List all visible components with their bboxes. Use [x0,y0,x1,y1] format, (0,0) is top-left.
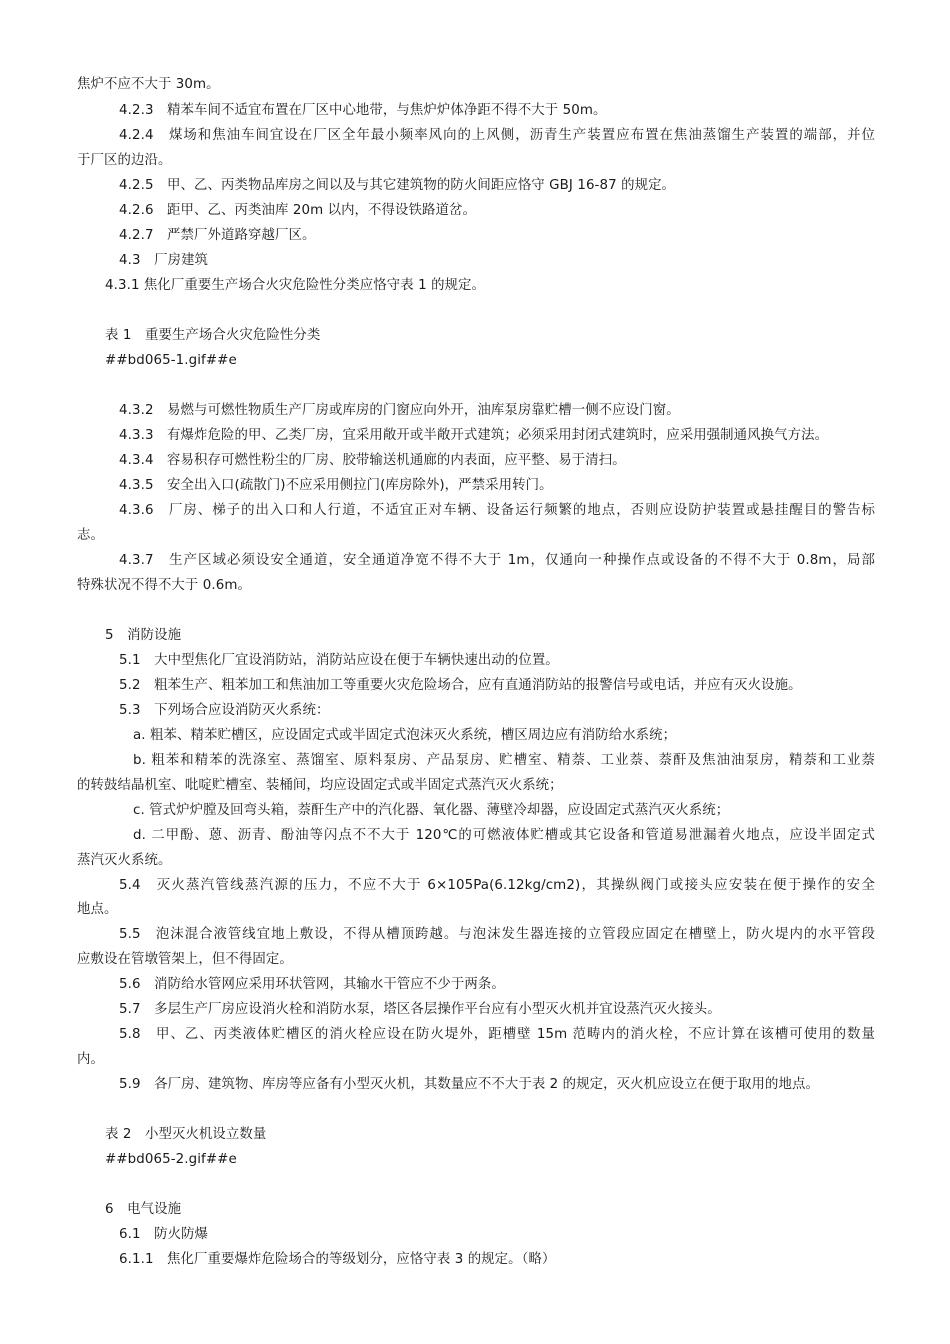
list-item: d. 二甲酚、蒽、沥青、酚油等闪点不不大于 120℃的可燃液体贮槽或其它设备和管道易泄漏着火地点，应设半固定式 [133,828,875,843]
text-line: 4.2.3 精苯车间不适宜布置在厂区中心地带，与焦炉炉体净距不得不大于 50m。 [119,103,607,118]
list-item: a. 粗苯、精苯贮槽区，应设固定式或半固定式泡沫灭火系统，槽区周边应有消防给水系统； [133,728,677,743]
text-line: 5.7 多层生产厂房应设消火栓和消防水泵，塔区各层操作平台应有小型灭火机并宜设蒸汽灭火接头。 [119,1002,721,1017]
text-line: 6.1.1 焦化厂重要爆炸危险场合的等级划分，应恪守表 3 的规定。（略） [119,1252,556,1267]
text-line: 4.2.6 距甲、乙、丙类油库 20m 以内，不得设铁路道岔。 [119,203,476,218]
text-line: 5.6 消防给水管网应采用环状管网，其输水干管应不少于两条。 [119,977,505,992]
text-line: 4.2.7 严禁厂外道路穿越厂区。 [119,228,316,243]
list-item: c. 管式炉炉膛及回弯头箱，萘酐生产中的汽化器、氧化器、薄壁冷却器，应设固定式蒸汽灭火系统； [133,803,730,818]
text-line: 4.3.7 生产区域必须设安全通道，安全通道净宽不得不大于 1m，仅通向一种操作点或设备的不得不大于 0.8m，局部 [119,553,875,568]
text-line: 4.3.3 有爆炸危险的甲、乙类厂房，宜采用敞开或半敞开式建筑；必须采用封闭式建筑时，应采用强制通风换气方法。 [119,428,829,443]
text-line: 应敷设在管墩管架上，但不得固定。 [77,952,293,967]
text-line: 地点。 [77,902,118,917]
text-line: 志。 [77,528,104,543]
text-line: 5.3 下列场合应设消防灭火系统： [119,703,330,718]
text-line: 5.2 粗苯生产、粗苯加工和焦油加工等重要火灾危险场合，应有直通消防站的报警信号或电话，并应有灭火设施。 [119,678,802,693]
text-line: 4.2.5 甲、乙、丙类物品库房之间以及与其它建筑物的防火间距应恪守 GBJ 16-87 的规定。 [119,178,676,193]
text-line: 4.2.4 煤场和焦油车间宜设在厂区全年最小频率风向的上风侧，沥青生产装置应布置在焦油蒸馏生产装置的端部，并位 [119,128,875,143]
text-line: 4.3.4 容易积存可燃性粉尘的厂房、胶带输送机通廊的内表面，应平整、易于清扫。 [119,453,626,468]
text-line: 焦炉不应不大于 30m。 [77,77,220,92]
text-line: 5.1 大中型焦化厂宜设消防站，消防站应设在便于车辆快速出动的位置。 [119,653,559,668]
text-line: 于厂区的边沿。 [77,153,172,168]
section-heading: 6.1 防火防爆 [119,1227,209,1242]
text-line: 4.3.1 焦化厂重要生产场合火灾危险性分类应恪守表 1 的规定。 [105,278,486,293]
text-line: 5.5 泡沫混合液管线宜地上敷设，不得从槽顶跨越。与泡沫发生器连接的立管段应固定在槽壁上，防火堤内的水平管段 [119,927,875,942]
section-heading: 5 消防设施 [105,628,182,643]
image-placeholder: ##bd065-2.gif##e [105,1152,237,1167]
table-caption: 表 2 小型灭火机设立数量 [105,1127,267,1142]
text-line: 5.9 各厂房、建筑物、库房等应备有小型灭火机，其数量应不不大于表 2 的规定，灭火机应设立在便于取用的地点。 [119,1077,819,1092]
text-line: 4.3.6 厂房、梯子的出入口和人行道，不适宜正对车辆、设备运行频繁的地点，否则应设防护装置或悬挂醒目的警告标 [119,503,875,518]
list-item: 的转鼓结晶机室、吡啶贮槽室、装桶间，均应设固定式或半固定式蒸汽灭火系统； [77,778,563,793]
text-line: 4.3.2 易燃与可燃性物质生产厂房或库房的门窗应向外开，油库泵房靠贮槽一侧不应设门窗。 [119,403,680,418]
text-line: 特殊状况不得不大于 0.6m。 [77,578,252,593]
list-item: 蒸汽灭火系统。 [77,853,172,868]
image-placeholder: ##bd065-1.gif##e [105,353,237,368]
list-item: b. 粗苯和精苯的洗涤室、蒸馏室、原料泵房、产品泵房、贮槽室、精萘、工业萘、萘酐及焦油油泵房，精萘和工业萘 [133,753,875,768]
section-heading: 4.3 厂房建筑 [119,253,209,268]
text-line: 内。 [77,1052,104,1067]
table-caption: 表 1 重要生产场合火灾危险性分类 [105,328,321,343]
section-heading: 6 电气设施 [105,1202,182,1217]
text-line: 4.3.5 安全出入口(疏散门)不应采用侧拉门(库房除外)，严禁采用转门。 [119,478,553,493]
text-line: 5.8 甲、乙、丙类液体贮槽区的消火栓应设在防火堤外，距槽壁 15m 范畴内的消火栓，不应计算在该槽可使用的数量 [119,1027,875,1042]
text-line: 5.4 灭火蒸汽管线蒸汽源的压力，不应不大于 6×105Pa(6.12kg/cm2)，其操纵阀门或接头应安装在便于操作的安全 [119,878,875,893]
